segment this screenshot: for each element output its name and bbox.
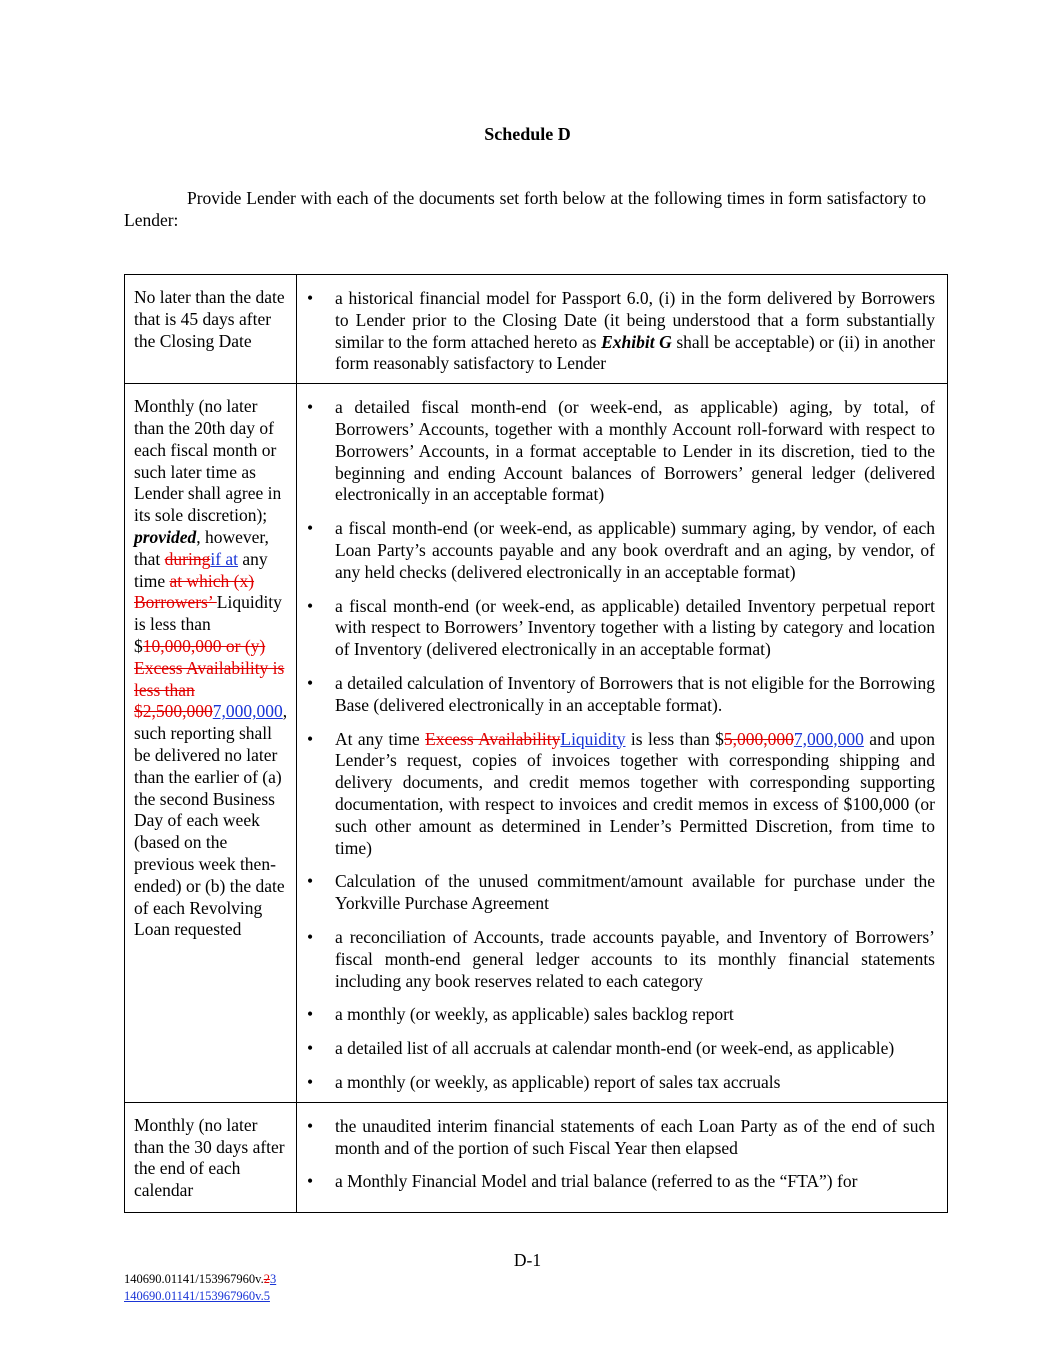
list-item: • At any time Excess AvailabilityLiquidity is less than $5,000,0007,000,000 and upon Lender’s request, copies of invoices together with corresponding shipping and delivery documents, and credit memos together with corresponding supporting documentation, with respect to invoices and credit memos in excess of $100,000 (or such other amount as determined in Lender’s Permitted Discretion, from time to time) — [306, 728, 935, 858]
deleted-text: 10,000,000 or (y) Excess Availability is less than $2,500,000 — [134, 635, 285, 722]
timing-cell — [125, 384, 297, 1103]
inserted-text: 3 — [269, 1272, 277, 1286]
list-item: • the unaudited interim financial statements of each Loan Party as of the end of such month and of the portion of such Fiscal Year then elapsed — [306, 1115, 935, 1158]
list-item: • a fiscal month-end (or week-end, as applicable) summary aging, by vendor, of each Loan Party’s accounts payable and any book overdraft and an aging, by vendor, of any held checks (delivered electronically in an acceptable format) — [306, 518, 935, 582]
deleted-text: 2 — [263, 1272, 270, 1286]
timing-text: Monthly (no later than the 20th day of each fiscal month or such later time as Lender shall agree in its sole discretion); provided, however, that duringif at any time at which (x) Borrowers’ Liquidity is less than $10,000,000 or (y) Excess Availability is less than $2,500,0007,000,000, such reporting shall be delivered no later than the earlier of (a) the second Business Day of each week (based on the previous week then-ended) or (b) the date of each Revolving Loan requested — [134, 396, 288, 940]
table-row — [125, 1102, 948, 1212]
list-item: • a reconciliation of Accounts, trade accounts payable, and Inventory of Borrowers’ fiscal month-end general ledger accounts to its monthly financial statements including any book reserves related to each category — [306, 926, 935, 991]
bullet-icon: • — [306, 518, 314, 539]
timing-cell — [125, 1102, 297, 1212]
inserted-text: 7,000,000 — [793, 728, 864, 749]
bullet-icon: • — [306, 672, 314, 693]
documents-cell — [296, 1102, 947, 1212]
bullet-icon: • — [306, 1004, 314, 1025]
inserted-text: if at — [210, 548, 239, 569]
table-row — [125, 275, 948, 384]
document-id: 140690.01141/153967960v.23 — [124, 1272, 277, 1286]
timing-cell — [125, 275, 297, 384]
table-row — [125, 384, 948, 1103]
list-item: • a detailed fiscal month-end (or week-end, as applicable) aging, by total, of Borrowers’ Accounts, together with a monthly Account roll-forward with respect to Borrowers’ Accounts, in a format acceptable to Lender in its discretion, tied to the beginning and ending Account balances of Borrowers’ general ledger (delivered electronically in an acceptable format) — [306, 397, 935, 505]
timing-text: No later than the date that is 45 days after the Closing Date — [134, 287, 285, 351]
bullet-icon: • — [306, 871, 314, 892]
list-item: • Calculation of the unused commitment/amount available for purchase under the Yorkville Purchase Agreement — [306, 871, 935, 914]
document-id-revised: 140690.01141/153967960v.5 — [124, 1289, 270, 1303]
inserted-text: 7,000,000 — [212, 701, 283, 722]
deleted-text: Excess Availability — [425, 728, 561, 749]
bullet-icon: • — [306, 595, 314, 616]
bullet-icon: • — [306, 1115, 314, 1136]
bullet-icon: • — [306, 1038, 314, 1059]
bullet-icon: • — [306, 397, 314, 418]
list-item: • a monthly (or weekly, as applicable) sales backlog report — [306, 1004, 734, 1025]
list-item: • a fiscal month-end (or week-end, as applicable) detailed Inventory perpetual report with respect to Borrowers’ Inventory together with a listing by category and location of Inventory (delivered electronically in an acceptable format) — [306, 595, 935, 660]
intro-paragraph: Provide Lender with each of the documents set forth below at the following times in form satisfactory to Lender: — [124, 188, 926, 230]
deleted-text: 5,000,000 — [723, 728, 794, 749]
bullet-icon: • — [306, 728, 314, 749]
list-item: • a monthly (or weekly, as applicable) report of sales tax accruals — [306, 1071, 781, 1092]
documents-cell — [296, 275, 947, 384]
list-item: • a detailed calculation of Inventory of Borrowers that is not eligible for the Borrowing Base (delivered electronically in an acceptable format). — [306, 672, 935, 715]
list-item: • a historical financial model for Passport 6.0, (i) in the form delivered by Borrowers to Lender prior to the Closing Date (it being understood that a form substantially similar to the form attached hereto as Exhibit G shall be acceptable) or (ii) in another form reasonably satisfactory to Lender — [306, 288, 935, 374]
bullet-icon: • — [306, 1171, 314, 1192]
page-title: Schedule D — [484, 124, 571, 144]
bullet-icon: • — [306, 926, 314, 947]
list-item: • a Monthly Financial Model and trial balance (referred to as the “FTA”) for — [306, 1171, 858, 1192]
bullet-icon: • — [306, 1071, 314, 1092]
page-number: D-1 — [513, 1250, 542, 1270]
deleted-text: during — [164, 548, 211, 569]
bullet-icon: • — [306, 288, 314, 308]
documents-cell — [296, 384, 947, 1103]
inserted-text: Liquidity — [560, 728, 626, 749]
schedule-table — [124, 274, 948, 1213]
timing-text: Monthly (no later than the 30 days after the end of each calendar — [134, 1114, 285, 1201]
list-item: • a detailed list of all accruals at calendar month-end (or week-end, as applicable) — [306, 1038, 895, 1059]
deleted-text: at which (x) Borrowers’ — [134, 570, 255, 613]
